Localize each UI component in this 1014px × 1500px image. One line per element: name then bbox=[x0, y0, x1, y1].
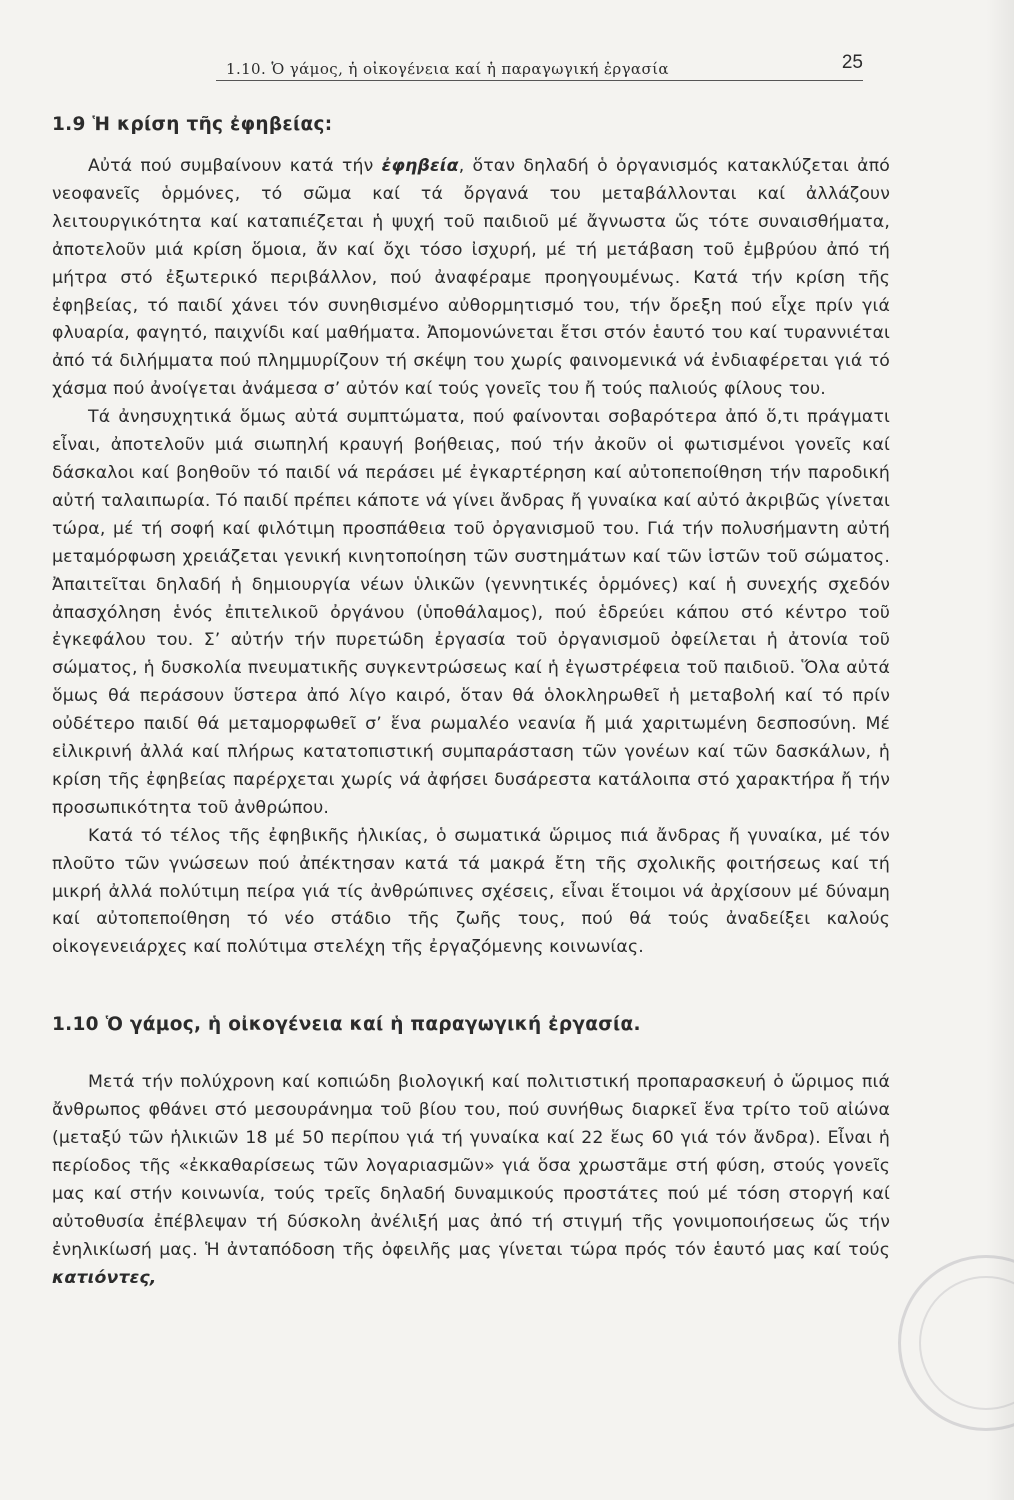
section-heading-marriage-family-work: 1.10 Ὁ γάμος, ἡ οἰκογένεια καί ἡ παραγωγική ἐργασία. bbox=[52, 1014, 641, 1036]
emphasized-term: κατιόντες, bbox=[52, 1267, 157, 1288]
page-number: 25 bbox=[841, 52, 863, 73]
paragraph bbox=[52, 1069, 890, 1292]
page-body bbox=[52, 114, 890, 1293]
paragraph: Τά ἀνησυχητικά ὅμως αὐτά συμπτώματα, πού φαίνονται σοβαρότερα ἀπό ὅ,τι πράγματι εἶναι, ἀποτελοῦν μιά σιωπηλή κραυγή βοήθειας, πού τήν ἀκοῦν οἱ φωτισμένοι γονεῖς καί δάσκαλοι καί βοηθοῦν τό παιδί νά περάσει μέ ἐγκαρτέρηση καί αὐτοπεποίθηση τήν παροδική αὐτή ταλαιπωρία. Τό παιδί πρέπει κάποτε νά γίνει ἄνδρας ἤ γυναίκα καί αὐτό ἀκριβῶς γίνεται τώρα, μέ τή σοφή καί φιλότιμη προσπάθεια τοῦ ὀργανισμοῦ του. Γιά τήν πολυσήμαντη αὐτή μεταμόρφωση χρειάζεται γενική κινητοποίηση τῶν συστημάτων καί τῶν ἱστῶν τοῦ σώματος. Ἀπαιτεῖται δηλαδή ἡ δημιουργία νέων ὑλικῶν (γεννητικές ὁρμόνες) καί ἡ συνεχής σχεδόν ἀπασχόληση ἑνός ἐπιτελικοῦ ὀργάνου (ὑποθάλαμος), πού ἑδρεύει κάπου στό κέντρο τοῦ ἐγκεφάλου του. Σ’ αὐτήν τήν πυρετώδη ἐργασία τοῦ ὀργανισμοῦ ὀφείλεται ἡ ἀτονία τοῦ σώματος, ἡ δυσκολία πνευματικῆς συγκεντρώσεως καί ἡ ἐγωστρέφεια τοῦ παιδιοῦ. Ὅλα αὐτά ὅμως θά περάσουν ὕστερα ἀπό λίγο καιρό, ὅταν θά ὁλοκληρωθεῖ ἡ μεταβολή καί τό πρίν οὐδέτερο παιδί θά μεταμορφωθεῖ σ’ ἕνα ρωμαλέο νεανία ἤ μιά χαριτωμένη δεσποσύνη. Μέ εἰλικρινή ἀλλά καί πλήρως κατατοπιστική συμπαράσταση τῶν γονέων καί τῶν δασκάλων, ἡ κρίση τῆς ἐφηβείας παρέρχεται χωρίς νά ἀφήσει δυσάρεστα κατάλοιπα στό χαρακτήρα ἤ τήν προσωπικότητα τοῦ ἀνθρώπου. bbox=[52, 407, 890, 818]
text-run: , ὅταν δηλαδή ὁ ὀργανισμός κατακλύζεται ἀπό νεοφανεῖς ὁρμόνες, τό σῶμα καί τά ὄργανά του μεταβάλλονται καί ἀλλάζουν λειτουργικότητα καί καταπιέζεται ἡ ψυχή τοῦ παιδιοῦ μέ ἄγνωστα ὥς τότε συναισθήματα, ἀποτελοῦν μιά κρίση ὅμοια, ἄν καί ὄχι τόσο ἰσχυρή, μέ τή μετάβαση τοῦ ἐμβρύου ἀπό τή μήτρα στό ἐξωτερικό περιβάλλον, πού ἀναφέραμε προηγουμένως. Κατά τήν κρίση τῆς ἐφηβείας, τό παιδί χάνει τόν συνηθισμένο αὐθορμητισμό του, τήν ὄρεξη πού εἶχε πρίν γιά φλυαρία, φαγητό, παιχνίδι καί μαθήματα. Ἀπομονώνεται ἔτσι στόν ἑαυτό του καί τυραννιέται ἀπό τά διλήμματα πού πλημμυρίζουν τή σκέψη του χωρίς φαινομενικά νά ἐνδιαφέρεται γιά τό χάσμα πού ἀνοίγεται ἀνάμεσα σ’ αὐτόν καί τούς γονεῖς του ἤ τούς παλιούς φίλους του. bbox=[52, 156, 890, 400]
emphasized-term: ἐφηβεία bbox=[381, 156, 459, 176]
library-stamp bbox=[898, 1255, 1014, 1431]
running-head: 1.10. Ὁ γάμος, ἡ οἰκογένεια καί ἡ παραγωγική ἐργασία bbox=[226, 60, 669, 78]
paragraph bbox=[52, 153, 890, 404]
section-heading-adolescence-crisis: 1.9 Ἡ κρίση τῆς ἐφηβείας: bbox=[52, 114, 333, 135]
text-run: Αὐτά πού συμβαίνουν κατά τήν bbox=[88, 156, 382, 176]
text-run: Μετά τήν πολύχρονη καί κοπιώδη βιολογική καί πολιτιστική προπαρασκευή ὁ ὥριμος πιά ἄνθρωπος φθάνει στό μεσουράνημα τοῦ βίου του, πού συνήθως διαρκεῖ ἕνα τρίτο τοῦ αἰώνα (μεταξύ τῶν ἡλικιῶν 18 μέ 50 περίπου γιά τή γυναίκα καί 22 ἕως 60 γιά τόν ἄνδρα). Εἶναι ἡ περίοδος τῆς «ἐκκαθαρίσεως τῶν λογαριασμῶν» γιά ὅσα χρωστᾶμε στή φύση, στούς γονεῖς μας καί στήν κοινωνία, τούς τρεῖς δηλαδή δυναμικούς προστάτες πού μέ τόση στοργή καί αὐτοθυσία ἐπέβλεψαν τή δύσκολη ἀνέλιξή μας ἀπό τή στιγμή τῆς γονιμοποιήσεως ὥς τήν ἐνηλικίωσή μας. Ἡ ἀνταπόδοση τῆς ὀφειλῆς μας γίνεται τώρα πρός τόν ἑαυτό μας καί τούς bbox=[52, 1072, 890, 1260]
page-header bbox=[216, 52, 863, 81]
paragraph: Κατά τό τέλος τῆς ἐφηβικῆς ἡλικίας, ὁ σωματικά ὥριμος πιά ἄνδρας ἤ γυναίκα, μέ τόν πλοῦτο τῶν γνώσεων πού ἀπέκτησαν κατά τά μακρά ἔτη τῆς σχολικῆς φοιτήσεως καί τή μικρή ἀλλά πολύτιμη πείρα γιά τίς ἀνθρώπινες σχέσεις, εἶναι ἕτοιμοι νά ἀρχίσουν μέ δύναμη καί αὐτοπεποίθηση τό νέο στάδιο τῆς ζωῆς τους, πού θά τούς ἀναδείξει καλούς οἰκογενειάρχες καί πολύτιμα στελέχη τῆς ἐργαζόμενης κοινωνίας. bbox=[52, 825, 890, 958]
